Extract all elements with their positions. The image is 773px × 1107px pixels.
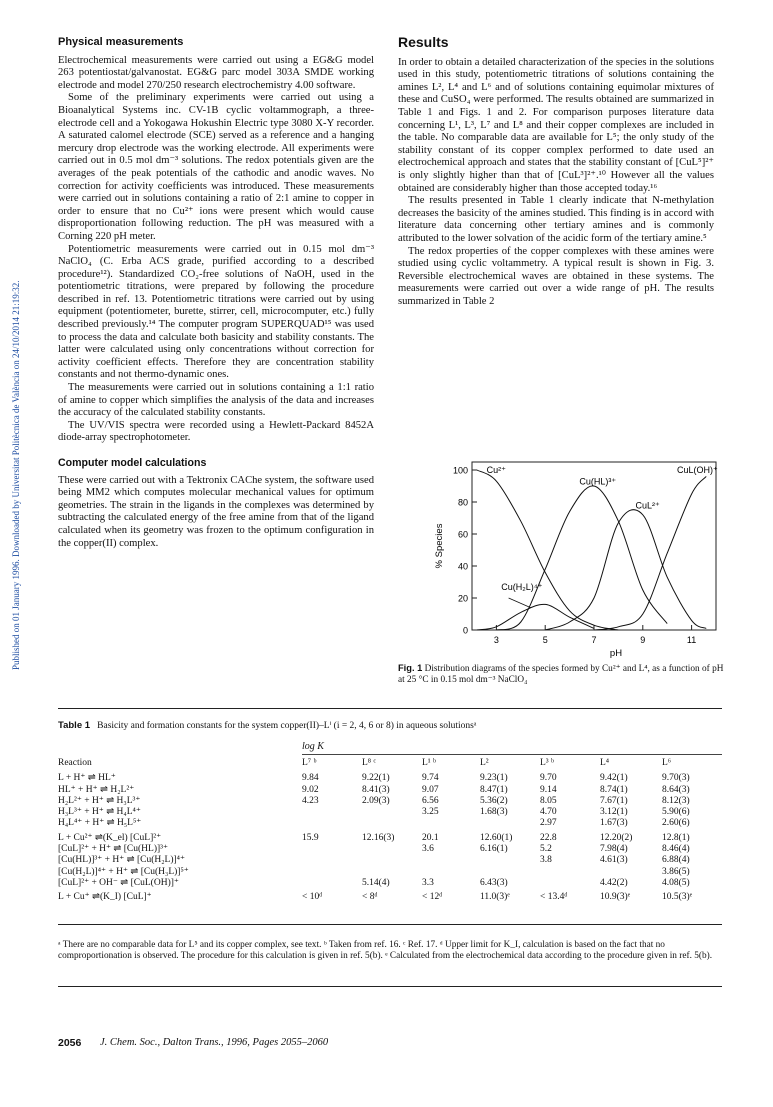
value-cell: < 10ᵈ <box>302 892 323 903</box>
table-row <box>58 807 722 818</box>
value-cell: 12.16(3) <box>362 832 395 843</box>
reaction-cell: L + Cu²⁺ ⇌(K_el) [CuL]²⁺ <box>58 832 162 843</box>
value-cell: 9.42(1) <box>600 773 628 784</box>
constants-table <box>58 758 722 904</box>
table-top-rule <box>58 708 722 709</box>
y-tick-label: 0 <box>462 625 468 636</box>
reaction-cell: [Cu(HL)]³⁺ + H⁺ ⇌ [Cu(H₂L)]⁴⁺ <box>58 855 186 866</box>
table-row <box>58 785 722 796</box>
figure-caption-text: Distribution diagrams of the species formed by Cu²⁺ and L⁴, as a function of pH at 25 °C in 0.15 mol dm⁻³ NaClO₄ <box>398 664 724 685</box>
download-watermark <box>4 30 21 670</box>
results-heading: Results <box>398 34 449 50</box>
value-cell: 9.07 <box>422 784 439 795</box>
value-cell: < 8ᵈ <box>362 892 378 903</box>
table-row <box>58 844 722 855</box>
reaction-cell: [Cu(H₂L)]⁴⁺ + H⁺ ⇌ [Cu(H₃L)]⁵⁺ <box>58 866 189 877</box>
value-cell: 4.42(2) <box>600 877 628 888</box>
species-distribution-chart <box>398 450 728 660</box>
value-cell: 9.74 <box>422 773 439 784</box>
reaction-cell: L + H⁺ ⇌ HL⁺ <box>58 773 116 784</box>
value-cell: 8.47(1) <box>480 784 508 795</box>
value-cell <box>302 878 362 889</box>
x-tick-label: 5 <box>542 635 548 645</box>
value-cell: 9.22(1) <box>362 773 390 784</box>
value-cell <box>422 818 480 829</box>
value-cell: < 12ᵈ <box>422 892 443 903</box>
species-curve <box>545 510 706 630</box>
value-cell: 15.9 <box>302 832 319 843</box>
value-cell: 9.70(3) <box>662 773 690 784</box>
table-header-cell: L⁴ <box>600 758 610 768</box>
x-tick-label: 3 <box>493 635 499 645</box>
table-row <box>58 773 722 784</box>
value-cell: 4.23 <box>302 795 319 806</box>
y-axis-label: % Species <box>434 523 445 569</box>
value-cell: 9.84 <box>302 773 319 784</box>
x-tick-label: 7 <box>591 635 597 645</box>
table-row <box>58 818 722 829</box>
reaction-cell: [CuL]²⁺ + H⁺ ⇌ [Cu(HL)]³⁺ <box>58 844 169 855</box>
value-cell: 3.25 <box>422 807 439 818</box>
species-label: CuL²⁺ <box>635 500 660 511</box>
table-row <box>58 878 722 889</box>
value-cell <box>362 855 422 866</box>
value-cell <box>302 807 362 818</box>
value-cell: 3.12(1) <box>600 807 628 818</box>
right-paragraph: The redox properties of the copper complexes with these amines were studied using cyclic voltammetry. A typical result is shown in Fig. 3. Reversible electrochemical waves are obtained in these systems. The measurements were carried out over a wide range of pH. The results summarized in Table 2 <box>398 245 714 307</box>
table-row <box>58 796 722 807</box>
value-cell: 9.14 <box>540 784 557 795</box>
species-curve <box>477 470 619 630</box>
value-cell <box>302 818 362 829</box>
value-cell: 5.14(4) <box>362 877 390 888</box>
y-tick-label: 40 <box>457 561 468 572</box>
value-cell <box>302 867 362 878</box>
value-cell: 3.86(5) <box>662 866 690 877</box>
value-cell: 6.56 <box>422 795 439 806</box>
value-cell: 12.8(1) <box>662 832 690 843</box>
y-tick-label: 80 <box>457 497 468 508</box>
value-cell: 8.41(3) <box>362 784 390 795</box>
value-cell: 2.60(6) <box>662 818 690 829</box>
value-cell: 1.68(3) <box>480 807 508 818</box>
value-cell: 8.74(1) <box>600 784 628 795</box>
table-header-cell: L⁶ <box>662 758 672 768</box>
value-cell <box>480 855 540 866</box>
table-row <box>58 855 722 866</box>
value-cell: 12.60(1) <box>480 832 513 843</box>
value-cell: 9.02 <box>302 784 319 795</box>
value-cell: 3.3 <box>422 877 434 888</box>
value-cell: 5.36(2) <box>480 795 508 806</box>
download-watermark-text: Published on 01 January 1996. Downloaded by Universitat Politècnica de València on 24/10/2014 21:19:32. <box>11 280 21 670</box>
value-cell <box>600 867 662 878</box>
log-k-header: log K <box>302 741 324 752</box>
value-cell <box>480 818 540 829</box>
value-cell: 9.23(1) <box>480 773 508 784</box>
value-cell: 7.98(4) <box>600 844 628 855</box>
value-cell: 12.20(2) <box>600 832 633 843</box>
x-tick-label: 9 <box>640 635 646 645</box>
value-cell: 8.46(4) <box>662 844 690 855</box>
left-paragraph: Electrochemical measurements were carried out using a EG&G model 263 potentiostat/galvanostat. EG&G parc model 303A SMDE working electrode and model 270/250 research electrochemistry 4.00 software. <box>58 54 374 91</box>
value-cell: 11.0(3)ᵉ <box>480 892 510 903</box>
figure-caption <box>398 663 728 686</box>
right-column <box>398 36 714 308</box>
value-cell <box>422 867 480 878</box>
value-cell: 8.64(3) <box>662 784 690 795</box>
left-paragraph: Potentiometric measurements were carried out in 0.15 mol dm⁻³ NaClO₄ (C. Erba ACS grade, purified according to a described procedure¹²). Standardized CO₂-free solutions of NaOH, used in the potentiometric titrations, were prepared by following the procedure described in ref. 13. Potentiometric titrations were carried out by using equipment (potentiometer, burette, stirrer, cell, microcomputer, etc.) fully described previously.¹⁴ The computer program SUPERQUAD¹⁵ was used to process the data and calculate both basicity and stability constants. The latter were calculated using only concentrations without correction for activity coefficient effects. Therefore they are concentration stability constants and not thermo-dynamic ones. <box>58 243 374 381</box>
reaction-cell: H₄L⁴⁺ + H⁺ ⇌ H₅L⁵⁺ <box>58 818 142 829</box>
value-cell: 2.09(3) <box>362 795 390 806</box>
log-k-rule <box>302 754 722 755</box>
table-bottom-rule <box>58 924 722 925</box>
value-cell: 5.2 <box>540 844 552 855</box>
value-cell: 4.61(3) <box>600 855 628 866</box>
value-cell: 3.8 <box>540 855 552 866</box>
value-cell: 6.43(3) <box>480 877 508 888</box>
value-cell <box>362 867 422 878</box>
table-header-cell: L⁸ ᶜ <box>362 758 376 768</box>
reaction-cell: H₂L²⁺ + H⁺ ⇌ H₃L³⁺ <box>58 795 141 806</box>
physical-measurements-heading: Physical measurements <box>58 36 184 48</box>
table-row <box>58 830 722 844</box>
left-paragraph: Some of the preliminary experiments were carried out using a Bioanalytical Systems inc. CV-1B cyclic voltammograph, a three-electrode cell and a Yokogawa Hokushin Electric type 3080 X-Y recorder. A saturated calomel electrode (SCE) served as a reference and a hanging mercury drop electrode was the working electrode. All experiments were carried out in 0.5 mol dm⁻³ solutions. The redox potentials given are the averages of the peak potentials of the cathodic and anodic waves. No correction for activity coefficients was introduced. These measurements were carried out in solutions containing a ratio of 2:1 amine to copper in order to ensure that no Cu²⁺ ions were present which would cause disproportionation following reduction. The pH was measured with a Corning 220 pH meter. <box>58 92 374 242</box>
reaction-cell: L + Cu⁺ ⇌(K_I) [CuL]⁺ <box>58 892 152 903</box>
table-title <box>58 720 476 731</box>
table-row <box>58 889 722 903</box>
page-bottom-rule <box>58 986 722 987</box>
value-cell <box>540 878 600 889</box>
left-column <box>58 36 374 550</box>
value-cell <box>302 844 362 855</box>
computer-model-heading: Computer model calculations <box>58 457 207 469</box>
value-cell: 4.08(5) <box>662 877 690 888</box>
value-cell: 2.97 <box>540 818 557 829</box>
value-cell: 3.6 <box>422 844 434 855</box>
y-tick-label: 20 <box>457 593 468 604</box>
value-cell <box>540 867 600 878</box>
value-cell <box>302 855 362 866</box>
value-cell <box>422 855 480 866</box>
left-paragraph: These were carried out with a Tektronix CAChe system, the software used being MM2 which computes molecular mechanical values for optimum geometries. The strain in the ligands in the complexes was determined by subtracting the calculated energy of the free amine from that of the ligand calculated when its geometry was frozen to the optimum configuration in the copper(II) complex. <box>58 474 374 549</box>
x-axis-label: pH <box>609 648 623 659</box>
table-title-text: Basicity and formation constants for the system copper(II)–Lⁱ (i = 2, 4, 6 or 8) in aqueous solutionsᵃ <box>97 721 477 731</box>
value-cell: 7.67(1) <box>600 795 628 806</box>
table-label: Table 1 <box>58 720 91 731</box>
value-cell: 4.70 <box>540 807 557 818</box>
right-paragraph: The results presented in Table 1 clearly indicate that N-methylation decreases the basicity of the amines studied. This finding is in accord with literature data concerning other tertiary amines and is commonly attributed to the lower solvation of the acidic form of the tertiary amine.⁵ <box>398 195 714 244</box>
value-cell: 6.88(4) <box>662 855 690 866</box>
right-paragraph: In order to obtain a detailed characterization of the species in the solutions used in this study, potentiometric titrations of solutions containing the amines L², L⁴ and L⁶ and of solutions containing equimolar mixtures of these and CuSO₄ were performed. The results obtained are summarized in Table 1 and Figs. 1 and 2. For comparison purposes literature data concerning L¹, L³, L⁷ and L⁸ and their copper complexes are included in the table. No comparable data are available for L⁵; the only study of the stability constant of its copper complex performed to date used an electrochemical approach and states that the stability constant of [CuL⁵]²⁺ is only slightly higher than that of [CuL³]²⁺.¹⁰ However all the values obtained are considerably higher than those accepted today.¹⁶ <box>398 56 714 194</box>
species-label: Cu(H₂L)⁴⁺ <box>501 582 543 592</box>
value-cell: 6.16(1) <box>480 844 508 855</box>
value-cell <box>362 807 422 818</box>
value-cell: 5.90(6) <box>662 807 690 818</box>
value-cell: < 13.4ᵈ <box>540 892 568 903</box>
value-cell: 22.8 <box>540 832 557 843</box>
figure-1 <box>398 450 728 660</box>
value-cell: 8.12(3) <box>662 795 690 806</box>
table-footnote: ᵃ There are no comparable data for L⁵ and its copper complex, see text. ᵇ Taken from ref. 16. ᶜ Ref. 17. ᵈ Upper limit for K_I, calculation is based on the fact that no comproportionation is observed. The procedure for this calculation is given in ref. 5(b). ᵉ Calculated from the electrochemical data according to the procedure given in ref. 5(b). <box>58 940 713 961</box>
species-label: Cu(HL)³⁺ <box>579 476 617 487</box>
table-header-row <box>58 758 722 773</box>
value-cell: 10.9(3)ᵉ <box>600 892 631 903</box>
value-cell <box>362 818 422 829</box>
y-tick-label: 100 <box>452 465 468 476</box>
value-cell: 1.67(3) <box>600 818 628 829</box>
journal-citation: J. Chem. Soc., Dalton Trans., 1996, Pages 2055–2060 <box>100 1037 329 1048</box>
value-cell <box>480 867 540 878</box>
plot-frame <box>472 462 716 630</box>
reaction-cell: [CuL]²⁺ + OH⁻ ⇌ [CuL(OH)]⁺ <box>58 877 179 888</box>
table-row <box>58 867 722 878</box>
table-header-cell: L¹ ᵇ <box>422 758 436 768</box>
label-leader-line <box>509 598 531 608</box>
left-paragraph: The measurements were carried out in solutions containing a 1:1 ratio of amine to copper which simplifies the analysis of the data and increases the accuracy of the calculated stability constants. <box>58 382 374 419</box>
table-header-cell: L³ ᵇ <box>540 758 554 768</box>
page-number: 2056 <box>58 1037 82 1049</box>
species-label: Cu²⁺ <box>486 465 506 476</box>
value-cell: 9.70 <box>540 773 557 784</box>
left-paragraph: The UV/VIS spectra were recorded using a Hewlett-Packard 8452A diode-array spectrophotometer. <box>58 419 374 444</box>
value-cell: 8.05 <box>540 795 557 806</box>
value-cell: 20.1 <box>422 832 439 843</box>
x-tick-label: 11 <box>686 635 697 645</box>
table-header-cell: Reaction <box>58 758 92 768</box>
species-label: CuL(OH)⁺ <box>676 465 718 476</box>
value-cell: 10.5(3)ᵉ <box>662 892 693 903</box>
value-cell <box>362 844 422 855</box>
figure-caption-label: Fig. 1 <box>398 663 423 673</box>
table-header-cell: L⁷ ᵇ <box>302 758 317 768</box>
y-tick-label: 60 <box>457 529 468 540</box>
reaction-cell: H₃L³⁺ + H⁺ ⇌ H₄L⁴⁺ <box>58 807 141 818</box>
table-header-cell: L² <box>480 758 489 768</box>
reaction-cell: HL⁺ + H⁺ ⇌ H₂L²⁺ <box>58 784 135 795</box>
